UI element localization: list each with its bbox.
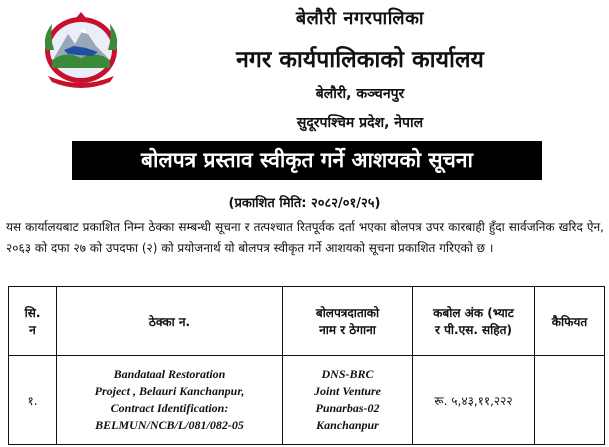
header-bidder: [283, 287, 413, 356]
bidder-line3: Punarbas-02: [315, 401, 380, 415]
bids-table: [8, 286, 605, 445]
contract-line3: Contract Identification:: [110, 401, 229, 415]
header-bidder-line1: बोलपत्रदाताको: [315, 306, 380, 320]
table-header-row: [9, 287, 605, 356]
province-name: सुदूरपश्चिम प्रदेश, नेपाल: [296, 115, 424, 131]
row-bidder: [283, 356, 413, 445]
header-sn-line2: न: [29, 323, 36, 337]
header-contract: ठेक्का न.: [57, 287, 283, 356]
row-contract: [57, 356, 283, 445]
header-amount: [413, 287, 535, 356]
header-sn-line1: सि.: [24, 306, 41, 320]
header-remarks: कैफियत: [535, 287, 605, 356]
row-remarks: [535, 356, 605, 445]
header-amount-line2: र पी.एस. सहित): [435, 323, 512, 337]
office-name: नगर कार्यपालिकाको कार्यालय: [236, 47, 484, 73]
header-sn: [9, 287, 57, 356]
office-address: बेलौरी, कञ्चनपुर: [315, 86, 405, 102]
notice-body: यस कार्यालयबाट प्रकाशित निम्न ठेक्का सम्बन्धी सूचना र तत्पश्चात रितपूर्वक दर्ता भएका बोलपत्र उपर कारबाही हुँदा सार्वजनिक खरिद ऐन, २०६३ को दफा २७ को उपदफा (२) को प्रयोजनार्थ यो बोलपत्र स्वीकृत गर्ने आशयको सूचना प्रकाशित गरिएको छ ।: [6, 220, 604, 255]
bidder-line2: Joint Venture: [313, 384, 382, 398]
table-row: [9, 356, 605, 445]
header-bidder-line2: नाम र ठेगाना: [319, 323, 376, 337]
contract-line1: Bandataal Restoration: [113, 367, 226, 381]
bidder-line4: Kanchanpur: [316, 418, 379, 432]
nepal-government-emblem-icon: [40, 10, 122, 88]
notice-title: बोलपत्र प्रस्ताव स्वीकृत गर्ने आशयको सूचना: [72, 141, 542, 180]
contract-line2: Project , Belauri Kanchanpur,: [94, 384, 245, 398]
published-date: (प्रकाशित मिति: २०८२/०१/२५): [228, 196, 381, 211]
bidder-line1: DNS-BRC: [321, 367, 374, 381]
row-sn: १.: [9, 356, 57, 445]
row-amount: रू. ५,४३,११,२२२: [413, 356, 535, 445]
contract-line4: BELMUN/NCB/L/081/082-05: [95, 418, 244, 432]
municipality-name: बेलौरी नगरपालिका: [295, 8, 425, 29]
header-amount-line1: कबोल अंक (भ्याट: [433, 306, 514, 320]
